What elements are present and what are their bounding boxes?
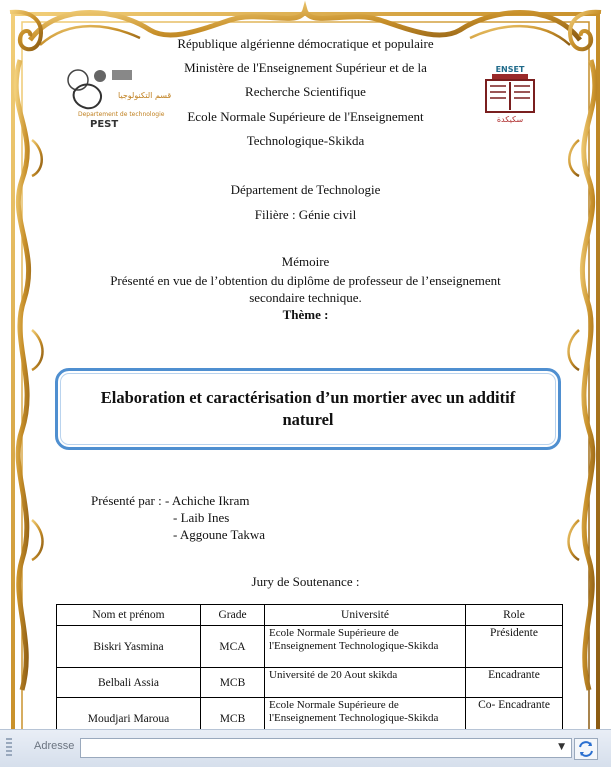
jury-col-name: Nom et prénom — [57, 605, 201, 626]
header-line-research: Recherche Scientifique — [245, 84, 366, 99]
theme-title-box — [55, 368, 561, 450]
enset-logo — [478, 60, 542, 124]
pest-logo — [60, 62, 172, 130]
table-row — [57, 668, 563, 698]
presenter-name-3: - Aggoune Takwa — [173, 527, 265, 542]
pest-logo-icon — [60, 62, 172, 130]
jury-name: Moudjari Maroua — [57, 698, 201, 740]
refresh-arrows-icon — [575, 739, 597, 759]
presented-by-label: Présenté par : - Achiche Ikram — [91, 493, 250, 508]
jury-grade: MCB — [201, 698, 265, 740]
jury-university: Ecole Normale Supérieure de l'Enseignement Technologique-Skikda — [265, 626, 466, 668]
go-button[interactable] — [574, 738, 598, 760]
enset-logo-arabic: سكيكدة — [496, 115, 524, 124]
jury-col-grade: Grade — [201, 605, 265, 626]
header-line-ministry: Ministère de l'Enseignement Supérieur et de la — [184, 60, 427, 75]
book-logo-icon — [478, 60, 542, 124]
jury-university: Ecole Normale Supérieure de l'Enseignement Technologique-Skikda — [265, 698, 466, 740]
jury-table — [56, 604, 563, 740]
table-row — [57, 626, 563, 668]
jury-table-header — [57, 605, 563, 626]
jury-col-role: Role — [466, 605, 563, 626]
header-line-school: Ecole Normale Supérieure de l'Enseignement — [187, 109, 424, 124]
header-line-skikda: Technologique-Skikda — [246, 133, 365, 148]
filiere: Filière : Génie civil — [254, 207, 357, 222]
memoire-desc-line1: Présenté en vue de l’obtention du diplôme de professeur de l’enseignement — [110, 273, 501, 288]
theme-title: Elaboration et caractérisation d’un mortier avec un additif naturel — [100, 388, 516, 429]
chevron-down-icon[interactable]: ▼ — [558, 742, 565, 752]
jury-title: Jury de Soutenance : — [251, 574, 360, 589]
jury-name: Biskri Yasmina — [57, 626, 201, 668]
jury-grade: MCA — [201, 626, 265, 668]
jury-role: Présidente — [466, 626, 563, 668]
address-input[interactable] — [80, 738, 572, 758]
department: Département de Technologie — [230, 182, 381, 197]
enset-logo-brand: ENSET — [495, 65, 525, 74]
theme-label: Thème : — [282, 307, 329, 322]
jury-col-university: Université — [265, 605, 466, 626]
jury-role: Co- Encadrante — [466, 698, 563, 740]
jury-grade: MCB — [201, 668, 265, 698]
toolbar-grip-handle[interactable] — [6, 738, 12, 758]
header-line-republic: République algérienne démocratique et populaire — [177, 36, 434, 51]
jury-role: Encadrante — [466, 668, 563, 698]
pest-logo-brand: PEST — [90, 119, 119, 130]
memoire-desc-line2: secondaire technique. — [249, 290, 362, 305]
pest-logo-arabic: قسم التكنولوجيا — [118, 91, 172, 100]
pest-logo-dept: Departement de technologie — [78, 111, 165, 118]
address-label: Adresse — [34, 740, 75, 752]
jury-name: Belbali Assia — [57, 668, 201, 698]
jury-university: Université de 20 Aout skikda — [265, 668, 466, 698]
memoire-title: Mémoire — [281, 254, 330, 269]
presenter-name-2: - Laib Ines — [173, 510, 230, 525]
address-bar — [0, 729, 611, 767]
